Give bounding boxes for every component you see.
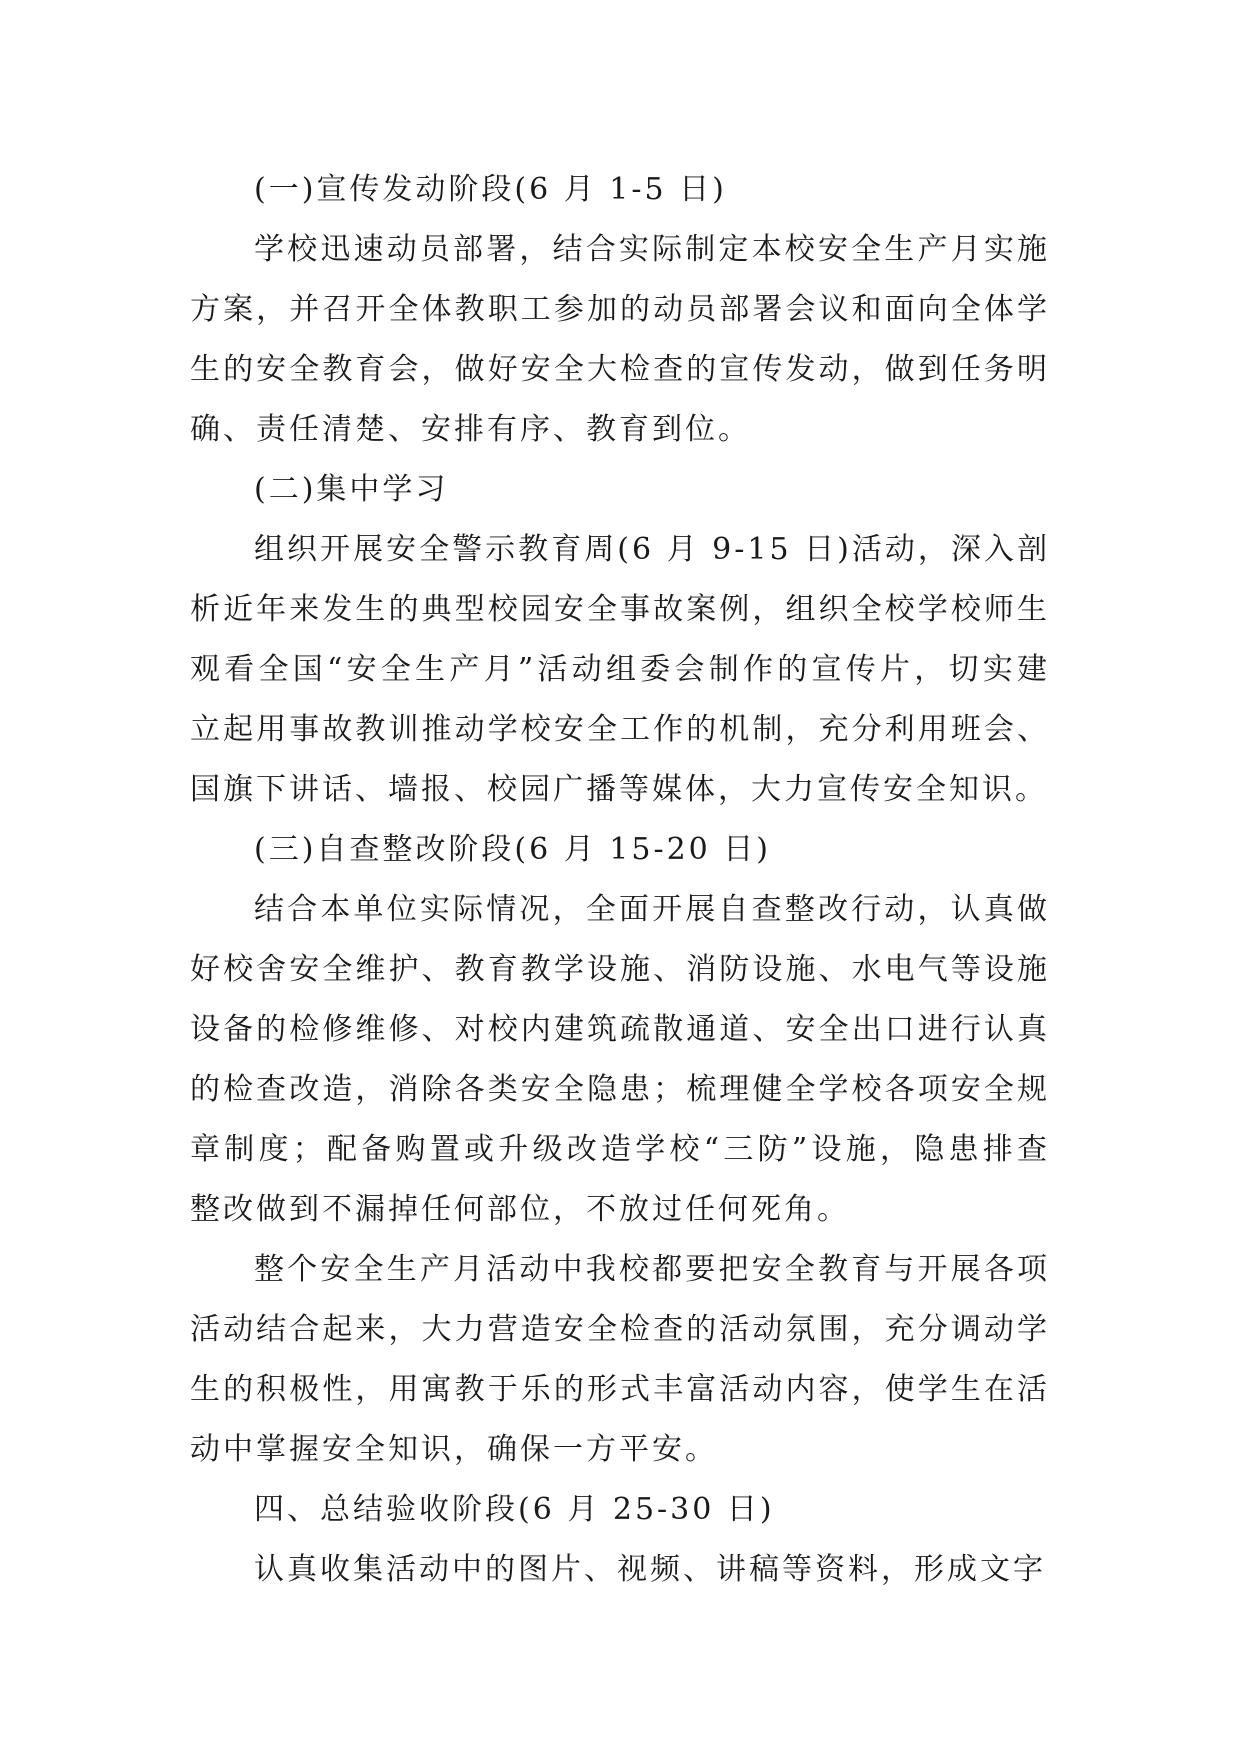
section-heading-summary: 四、总结验收阶段(6 月 25-30 日): [254, 1492, 775, 1527]
paragraph-inspection: 结合本单位实际情况，全面开展自查整改行动，认真做好校舍安全维护、教育教学设施、消防设施、水电气等设施设备的检修维修、对校内建筑疏散通道、安全出口进行认真的检查改造，消除各类安全隐患；梳理健全学校各项安全规章制度；配备购置或升级改造学校“三防”设施，隐患排查整改做到不漏掉任何部位，不放过任何死角。: [190, 892, 1050, 1227]
section-heading-publicity: (一)宣传发动阶段(6 月 1-5 日): [254, 172, 727, 207]
paragraph-overall: 整个安全生产月活动中我校都要把安全教育与开展各项活动结合起来，大力营造安全检查的活动氛围，充分调动学生的积极性，用寓教于乐的形式丰富活动内容，使学生在活动中掌握安全知识，确保一方平安。: [190, 1252, 1050, 1467]
section-heading-study: (二)集中学习: [254, 472, 449, 507]
paragraph-study: 组织开展安全警示教育周(6 月 9-15 日)活动，深入剖析近年来发生的典型校园安全事故案例，组织全校学校师生观看全国“安全生产月”活动组委会制作的宣传片，切实建立起用事故教训推动学校安全工作的机制，充分利用班会、国旗下讲话、墙报、校园广播等媒体，大力宣传安全知识。: [190, 532, 1050, 807]
paragraph-summary: 认真收集活动中的图片、视频、讲稿等资料，形成文字: [254, 1552, 1046, 1587]
section-heading-inspection: (三)自查整改阶段(6 月 15-20 日): [254, 832, 771, 867]
document-page: [190, 160, 1050, 1600]
paragraph-publicity: 学校迅速动员部署，结合实际制定本校安全生产月实施方案，并召开全体教职工参加的动员部署会议和面向全体学生的安全教育会，做好安全大检查的宣传发动，做到任务明确、责任清楚、安排有序、教育到位。: [190, 232, 1050, 447]
